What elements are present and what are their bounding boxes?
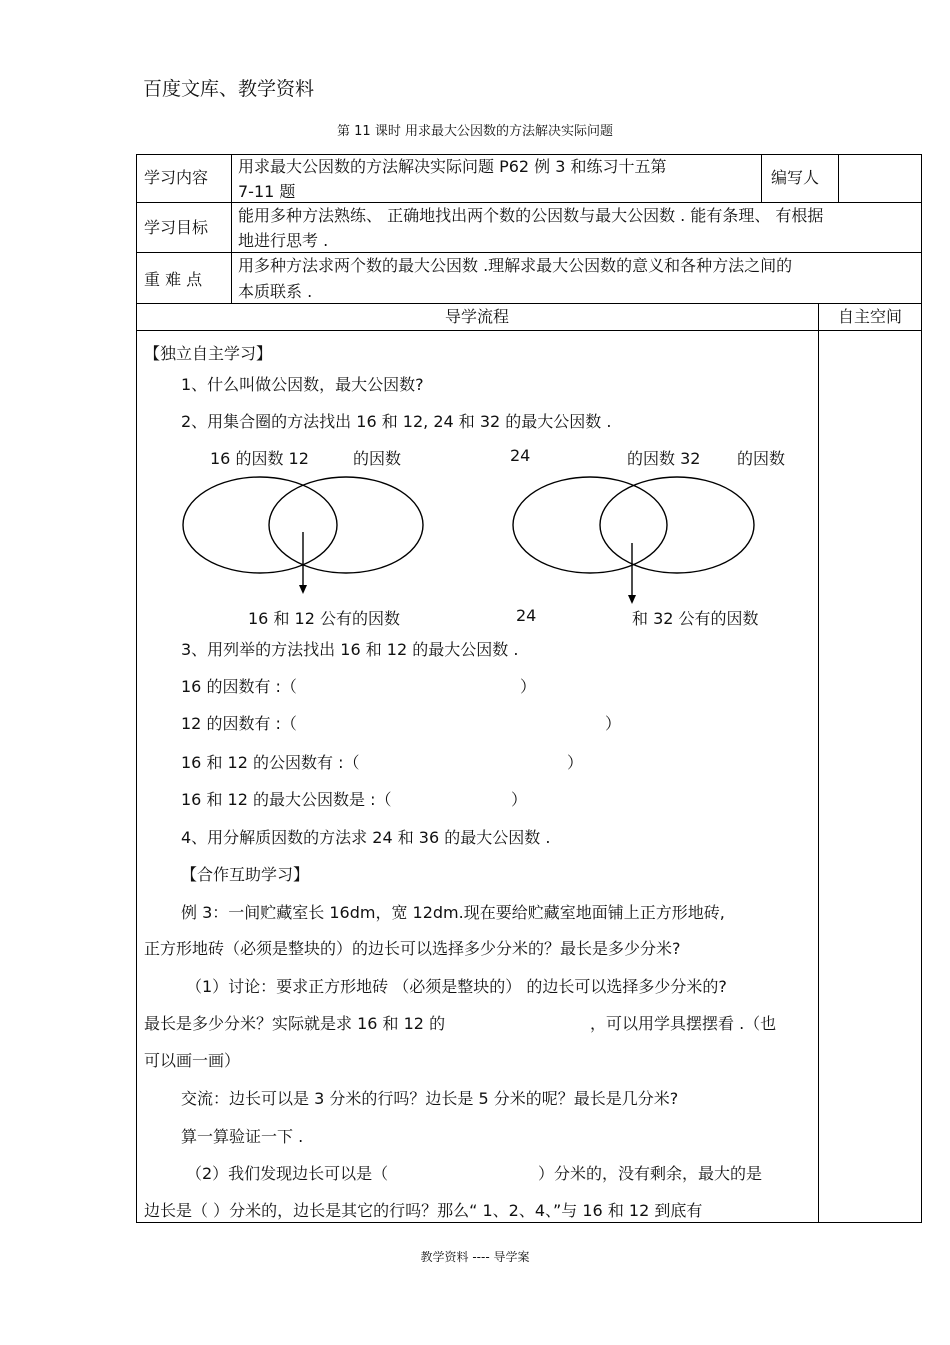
venn1-right-circle [269, 477, 423, 573]
discussion-1-line-1: （1）讨论：要求正方形地砖 （必须是整块的） 的边长可以选择多少分米的? [186, 977, 727, 996]
question-4: 4、用分解质因数的方法求 24 和 36 的最大公因数 . [181, 828, 551, 847]
venn2-top-label-b: 的因数 32 [627, 449, 701, 468]
venn2-right-circle [600, 477, 754, 573]
flow-header: 导学流程 [444, 307, 509, 326]
venn2-left-circle [513, 477, 667, 573]
discussion-1-line-3: 可以画一画） [144, 1051, 241, 1070]
verify-line: 算一算验证一下 . [181, 1127, 304, 1146]
discussion-2-line-1a: （2）我们发现边长可以是（ [186, 1164, 389, 1183]
example-3-line-1: 例 3：一间贮藏室长 16dm，宽 12dm.现在要给贮藏室地面铺上正方形地砖, [181, 903, 725, 922]
exchange-line: 交流：边长可以是 3 分米的行吗？边长是 5 分米的呢？最长是几分米? [181, 1089, 679, 1108]
venn2-bottom-label-b: 和 32 公有的因数 [632, 609, 759, 628]
venn2-top-label-c: 的因数 [737, 449, 786, 468]
factors-12: 12 的因数有 :（ [181, 714, 297, 733]
venn1-bottom-label: 16 和 12 公有的因数 [248, 609, 400, 628]
venn2-bottom-label-a: 24 [516, 606, 537, 625]
gcd-line-close: ） [511, 790, 528, 809]
factors-16: 16 的因数有 :（ [181, 677, 297, 696]
section-independent-study: 【独立自主学习】 [144, 344, 273, 363]
discussion-1-line-2b: ，可以用学具摆摆看 .（也 [590, 1014, 777, 1033]
goals-line-1: 能用多种方法熟练、 正确地找出两个数的公因数与最大公因数 . 能有条理、 有根据 [238, 206, 824, 225]
lesson-title: 第 11 课时 用求最大公因数的方法解决实际问题 [337, 124, 613, 139]
self-space-header: 自主空间 [837, 307, 902, 326]
row-label-key-points: 重 难 点 [144, 270, 203, 289]
venn1-top-label-b: 的因数 [353, 449, 402, 468]
example-3-line-2: 正方形地砖（必须是整块的）的边长可以选择多少分米的？最长是多少分米? [144, 939, 681, 958]
author-label: 编写人 [771, 168, 820, 187]
venn1-left-circle [183, 477, 337, 573]
venn2-top-label-a: 24 [510, 446, 531, 465]
goals-line-2: 地进行思考 . [238, 231, 329, 250]
question-3: 3、用列举的方法找出 16 和 12 的最大公因数 . [181, 640, 519, 659]
factors-12-close: ） [605, 714, 622, 733]
discussion-1-line-2a: 最长是多少分米？实际就是求 16 和 12 的 [144, 1014, 446, 1033]
key-points-line-1: 用多种方法求两个数的最大公因数 .理解求最大公因数的意义和各种方法之间的 [238, 256, 793, 275]
row-label-goals: 学习目标 [144, 218, 209, 237]
section-cooperative-study: 【合作互助学习】 [181, 865, 310, 884]
question-2: 2、用集合圈的方法找出 16 和 12, 24 和 32 的最大公因数 . [181, 412, 612, 431]
venn1-top-label-a: 16 的因数 12 [210, 449, 309, 468]
venn2-arrow-head [628, 595, 636, 604]
question-1: 1、什么叫做公因数，最大公因数? [181, 375, 424, 394]
gcd-line: 16 和 12 的最大公因数是 :（ [181, 790, 392, 809]
common-factors-close: ） [567, 753, 584, 772]
content-line-2: 7-11 题 [238, 182, 296, 201]
page-footer: 教学资料 ---- 导学案 [420, 1250, 530, 1264]
site-header: 百度文库、教学资料 [143, 78, 315, 100]
factors-16-close: ） [520, 677, 537, 696]
row-label-content: 学习内容 [144, 168, 209, 187]
discussion-2-line-2: 边长是（ ）分米的，边长是其它的行吗？那么“ 1、2、4、”与 16 和 12 到底有 [144, 1201, 703, 1220]
venn1-arrow-head [299, 585, 307, 594]
key-points-line-2: 本质联系 . [238, 282, 313, 301]
discussion-2-line-1b: ）分米的，没有剩余，最大的是 [538, 1164, 763, 1183]
common-factors: 16 和 12 的公因数有 :（ [181, 753, 360, 772]
content-line-1: 用求最大公因数的方法解决实际问题 P62 例 3 和练习十五第 [238, 157, 667, 176]
